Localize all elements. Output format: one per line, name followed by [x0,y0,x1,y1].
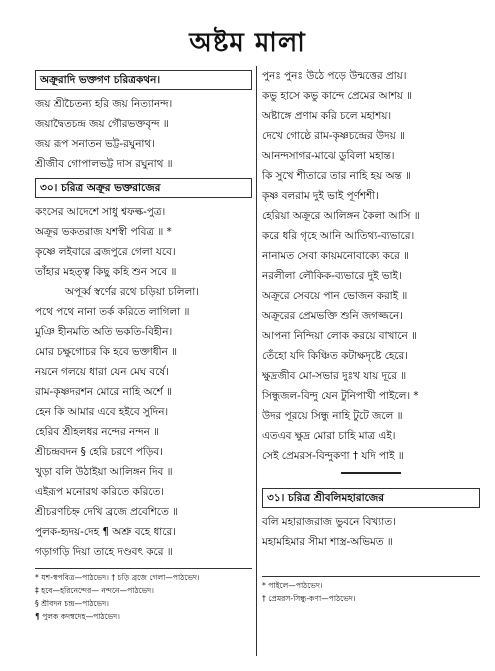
footnote: ‡ হবে—হরিনেন্দের— নন্দনে—পাঠভেদ। [35,586,154,595]
verse-line: মোর চক্ষুগোচর কি হবে ভক্তাধীন ॥ [35,346,177,358]
verse-line: পথে পথে নানা তর্ক করিতে লাগিলা ॥ [35,306,190,318]
verse-line: উদর পূরয়ে সিন্ধু নাহি টুটে জলে ॥ [262,410,403,422]
verse-line: কৃষ্ণ বলরাম দুই ভাই পূর্ণশশী। [262,190,379,202]
akrura-verses-continued [262,66,480,466]
section-heading-devotees: অক্রূরাদি ভক্তগণ চরিত্রকথন। [35,70,252,90]
section-heading-akrura: ৩০। চরিত্র অক্রূর ভক্তরাজের [35,178,252,198]
verse-line: পুলক-হৃদয়-দেহ ¶ অশ্রু বহে ধারে। [35,526,176,538]
footnote: § শ্রীবদন চন্দ্র—পাঠভেদ। [35,599,109,608]
verse-line: সেই প্রেমরস-বিন্দুকণা † যদি পাই ॥ [262,450,404,462]
footnote: * পাইলে—পাঠভেদ। [262,581,323,590]
verse-line: এইরূপ মনোরথ করিতে করিতে। [35,486,165,498]
verse-line: নরলীলা লৌকিক-ব্যভারে দুই ভাই। [262,270,402,282]
verse-line: অক্রূরের প্রেমভক্তি শুনি জগজ্জনে। [262,310,403,322]
verse-line: করে ধরি গৃহে আনি আতিথ্য-ব্যভারে। [262,230,415,242]
verse-line: নানামত সেবা কায়মনোবাক্যে করে ॥ [262,250,409,262]
footnotes-right [262,576,480,605]
verse-line: বলি মহারাজরাজ ভুবনে বিখ্যাত। [262,516,396,528]
footnotes-left [35,568,252,623]
verse-line: ক্ষুদ্রজীব মো-সভার দুঃখ যায় দূরে ॥ [262,370,407,382]
verse-line: দেখে গোষ্ঠে রাম-কৃষ্ণচন্দ্রের উদয় ॥ [262,130,405,142]
verse-line: আপনা নিন্দিয়া লোক করয়ে বাখানে ॥ [262,330,417,342]
verse-line: তেঁহো যদি কিঞ্চিত কটাক্ষদৃষ্টে হেরে। [262,350,408,362]
footnote: † প্রেমরস-সিন্ধু-কণা—পাঠভেদ। [262,594,356,603]
verse-line: এতএব ক্ষুদ্র মোরা চাহি মাত্র এই। [262,430,396,442]
invocation-verses [35,94,252,174]
verse-line: জয় শ্রীচৈতন্য হরি জয় নিত্যানন্দ। [35,98,173,110]
verse-line: হেরিয়া অক্রূরে আলিঙ্গন কৈলা আসি ॥ [262,210,420,222]
verse-line: পুনঃ পুনঃ উঠে পড়ে উন্মত্তের প্রায়। [262,70,407,82]
verse-line: গড়াগড়ি দিয়া তাহে দণ্ডবৎ করে ॥ [35,546,173,558]
verse-line: কংসের আদেশে সাধু শ্বফল্ক-পুত্র। [35,206,166,218]
verse-line: সিন্ধুজল-বিন্দু যেন টুনিপাখী পাইলে। * [262,390,419,402]
akrura-verses [35,202,252,562]
verse-line: কভু হাসে কভু কান্দে প্রেমের আশয় ॥ [262,90,413,102]
verse-line: কি সুখে শীতারে তার নাহি হয় অন্ত ॥ [262,170,411,182]
section-heading-bali: ৩১। চরিত্র শ্রীবলিমহারাজের [262,488,480,508]
verse-line: জয়াদ্বৈতচন্দ্র জয় গৌরভক্তবৃন্দ ॥ [35,118,169,130]
verse-line: শ্রীচন্দ্রবদন § হেরি চরণে পড়িব। [35,446,163,458]
left-column [35,66,252,623]
verse-line: মুঞি হীনমতি অতি ভকতি-বিহীন। [35,326,173,338]
verse-line: তাঁহার মহত্ত্ব কিছু কহি শুন সবে ॥ [35,266,177,278]
verse-line: শ্রীজীব গোপালভট্ট দাস রঘুনাথ ॥ [35,158,173,170]
verse-line: হেন কি আমার এবে হইবে সুদিন। [35,406,169,418]
verse-line: কৃষ্ণে লইবারে ব্রজপুরে গেলা যবে। [35,246,176,258]
verse-line: অপূর্ব্ব স্বর্ণের রথে চড়িয়া চলিলা। [65,286,199,298]
column-divider [256,66,257,656]
verse-line: শ্রীচরণচিহ্ন দেখি ব্রজে প্রবেশিতে ॥ [35,506,178,518]
footnote: * যশ-স্বপবিত্র—পাঠভেদ। † চড়ি ব্রজে গেলা—পাঠভেদ। [35,573,200,582]
section-divider [341,472,401,474]
verse-line: হেরিব শ্রীহলধর নন্দের নন্দন ॥ [35,426,159,438]
verse-line: অক্রূর ভকতরাজ যশস্বী পবিত্র ॥ * [35,226,172,238]
chapter-title: অষ্টম মালা [189,28,306,58]
bali-verses [262,512,480,552]
verse-line: নয়নে গলয়ে ধারা যেন মেঘ বর্ষে। [35,366,169,378]
right-column [262,66,480,605]
verse-line: রাম-কৃষ্ণদরশন মোরে নাহি অর্শে ॥ [35,386,173,398]
verse-line: মহামহিমার সীমা শাস্ত্র-অভিমত ॥ [262,536,393,548]
verse-line: খুড়া বলি উঠাইয়া আলিঙ্গন দিব ॥ [35,466,173,478]
verse-line: জয় রূপ সনাতন ভট্ট-রঘুনাথ। [35,138,155,150]
footnote: ¶ পুলক কদম্বদেহ—পাঠভেদ। [35,612,121,621]
verse-line: অক্রূরে সেবয়ে পান ভোজন করাই ॥ [262,290,408,302]
verse-line: আনন্দসাগর-মাঝে ডুবিলা মহান্ত। [262,150,395,162]
verse-line: অষ্টাঙ্গে প্রণাম করি চলে মহাশয়। [262,110,392,122]
